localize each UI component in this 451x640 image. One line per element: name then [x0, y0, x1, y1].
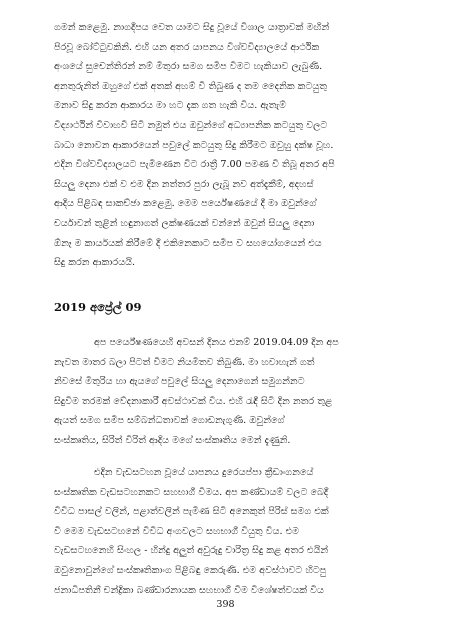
text-line: සිදුවීම තරමක් වේදනාකාරී අවස්ථාවක් විය. එහි රැඳී සිටි දින නතර තුළ [54, 395, 333, 407]
text-line: ඕනෑ ම කාර්යයක් කිරීමේ දී එකිනෙකාට සමීප ව සහයෝගයෙන් එය [54, 237, 322, 249]
text-line: පිරවූ බෝට්ටුවකිනි. එහි යන අතර යාපනය විශ්වවිද්‍යාලයේ ආර්ථික [54, 41, 320, 53]
text-line: චර්යාවන් තුළින් හඳුනාගත් ලක්ෂණයක් වන්නේ ඔවුන් සියලු දෙනා [54, 217, 315, 229]
text-line: සංස්කෘතික වැඩසටහනකට සහභාගී වීමය. අප කණ්ඩායම් වලට බෙදී [54, 486, 329, 498]
text-line: අනතුරුනිත් ඔහුගේ එක් අතක් අහම් වී තිබුණ ද තම දෛනික කටයුතු [54, 80, 328, 92]
text-line: මනාව සිදු කරන ආකාරය මා හට දැක ගත හැකි විය. ඇතැම් [54, 100, 287, 112]
text-line: අප පර්යේෂණයෙහි අවසන් දිනය එනම් 2019.04.09 දින අප [94, 337, 339, 348]
text-line: නැවත මාතර බලා පිටත් වීමට නියමිතව තිබුණි. මා හවාහැන් ගත් [54, 356, 315, 368]
page-number: 398 [216, 599, 235, 610]
text-line: බාධා නොවන ආකාරයෙන් පවුලේ කටයුතු සිදු කිරීමට ඔවුහු දක්ෂ වූහ. [54, 139, 334, 151]
text-line: එදින වැඩසටහන වූයේ යාපනය දුරෙයප්පා ක්‍රීඩාංගනයේ [94, 467, 314, 478]
text-line: විද්‍යාර්ථින් විවාහවී සිටි නමුත් එය ඔවුන්ගේ අධ්‍යාපනික කටයුතු වලට [54, 119, 328, 131]
text-line: ආදිය පිළිබඳ සාකච්ඡා කළෙමු. මෙම පර්යේෂණයේ දී මා ඔවුන්ගේ [54, 198, 317, 210]
text-line: සිදු කරන ආකාරයයි. [54, 257, 136, 269]
text-line: සියලු දෙනා එක් ව එම දින නත්තර පුරා ලැබූ නව අත්දැකීම්, අදහස් [54, 178, 314, 190]
text-line: එදින විශ්වවිද්‍යාලයට පැමිණෙන විට රාත්‍රී 7.00 පමණ වී තිබූ අතර අපි [54, 159, 335, 171]
paragraph-3 [54, 463, 401, 600]
text-line: ගමන් කළෙමු. නාගදීපය වෙත යාමට සිදු වූයේ විශාල යාත්‍රාවක් මඟින් [54, 22, 330, 33]
text-line: ඔවුනොවුන්ගේ සංස්කෘතිකාංග පිළිබඳු කෙරුණි. එම අවස්ථාවට හිටපු [54, 564, 327, 576]
text-line: නිවසේ මිතුරිය හා ඇයගේ පවුලේ සියලු දෙනාගෙන් සමුගන්නට [54, 376, 305, 388]
text-line: අංශයේ සුචෙන්තිරන් නම් මිතුරා සමග සමීප වීමට හැකියාව ලැබුණි. [54, 61, 323, 73]
text-line: වී මෙම වැඩසටහනේ විවිධ අංගවලට සහභාගී වියුතු විය. එම [54, 525, 300, 537]
paragraph-2 [54, 333, 401, 451]
section-heading: 2019 අප්‍රේල් 09 [54, 300, 142, 314]
text-line: සංස්කෘතිය, සිරිත් විරිත් ආදිය මගේ සංස්කෘතිය මෙන් දැණුනි. [54, 434, 291, 446]
paragraph-1 [54, 18, 401, 273]
text-line: ඇයත් සමග සමීප සම්බන්ධතාවක් ගොඩනැගුණි. ඔවුන්ගේ [54, 415, 285, 427]
text-line: වැඩසටහනෙහි සිංහල - හින්දු අලුත් අවුරුදු චාරිත්‍ර සිදු කළ අතර එයින් [54, 545, 329, 557]
text-line: විවිධ පාසල් වලින්, පළාත්වලින් පැමිණ සිටි අනෙකුත් පිරිස් සමග එක් [54, 506, 329, 518]
text-line: ජනාධිපතිනී චන්ද්‍රිකා බණ්ඩාරනායක සහභාගී වීම විශේෂත්වයක් විය [54, 584, 324, 596]
